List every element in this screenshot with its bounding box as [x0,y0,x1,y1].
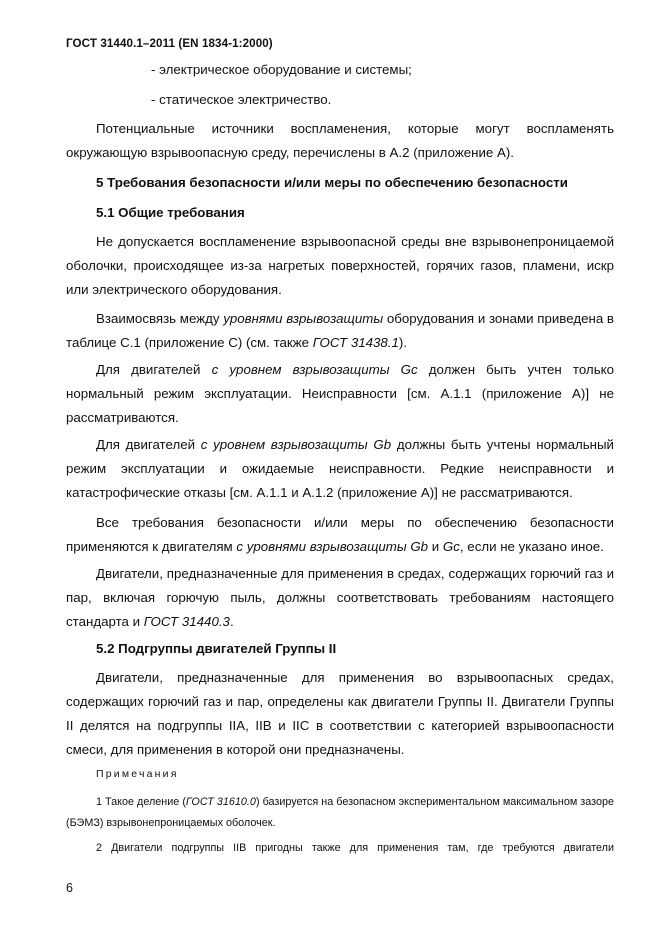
section-5-1-title: 5.1 Общие требования [96,205,245,220]
note-1: 1 Такое деление (ГОСТ 31610.0) базируется на безопасном экспериментальном максимальном зазоре (БЭМЗ) взрывонепроницаемых оболочек. [66,796,614,829]
note-2: 2 Двигатели подгруппы IIВ пригодны также для применения там, где требуются двигатели [96,842,614,854]
paragraph-5-2-1: Двигатели, предназначенные для применения во взрывоопасных средах, содержащих горючий газ и пар, определены как двигатели Группы II. Двигатели Группы II делятся на подгруппы IIА, IIВ и IIС в соответствии с категорией взрывоопасности смеси, для применения в которой они предназначены. [66,670,614,757]
page-header: ГОСТ 31440.1–2011 (EN 1834-1:2000) [66,37,273,50]
section-5-2-title: 5.2 Подгруппы двигателей Группы II [96,641,337,656]
paragraph-5-1-3: Для двигателей с уровнем взрывозащиты Gc должен быть учтен только нормальный режим эксплуатации. Неисправности [см. А.1.1 (приложение А)] не рассматриваются. [66,362,614,425]
list-item: - электрическое оборудование и системы; [151,62,412,77]
paragraph-5-1-4: Для двигателей с уровнем взрывозащиты Gb должны быть учтены нормальный режим эксплуатации и ожидаемые неисправности. Редкие неисправности и катастрофические отказы [см. А.1.1 и А.1.2 (приложение А)] не рассматриваются. [66,437,614,500]
notes-title: Примечания [96,768,179,780]
paragraph-5-1-6: Двигатели, предназначенные для применения в средах, содержащих горючий газ и пар, включая горючую пыль, должны соответствовать требованиям настоящего стандарта и ГОСТ 31440.3. [66,566,614,629]
section-5-title: 5 Требования безопасности и/или меры по обеспечению безопасности [96,175,568,190]
paragraph-ignition-sources: Потенциальные источники воспламенения, которые могут воспламенять окружающую взрывоопасную среду, перечислены в А.2 (приложение А). [66,121,614,160]
page-number: 6 [66,881,73,895]
paragraph-5-1-2: Взаимосвязь между уровнями взрывозащиты оборудования и зонами приведена в таблице С.1 (приложение С) (см. также ГОСТ 31438.1). [66,311,614,350]
paragraph-5-1-1: Не допускается воспламенение взрывоопасной среды вне взрывонепроницаемой оболочки, происходящее из-за нагретых поверхностей, горячих газов, пламени, искр или электрического оборудования. [66,234,614,297]
list-item: - статическое электричество. [151,92,332,107]
paragraph-5-1-5: Все требования безопасности и/или меры по обеспечению безопасности применяются к двигателям с уровнями взрывозащиты Gb и Gc, если не указано иное. [66,515,614,554]
